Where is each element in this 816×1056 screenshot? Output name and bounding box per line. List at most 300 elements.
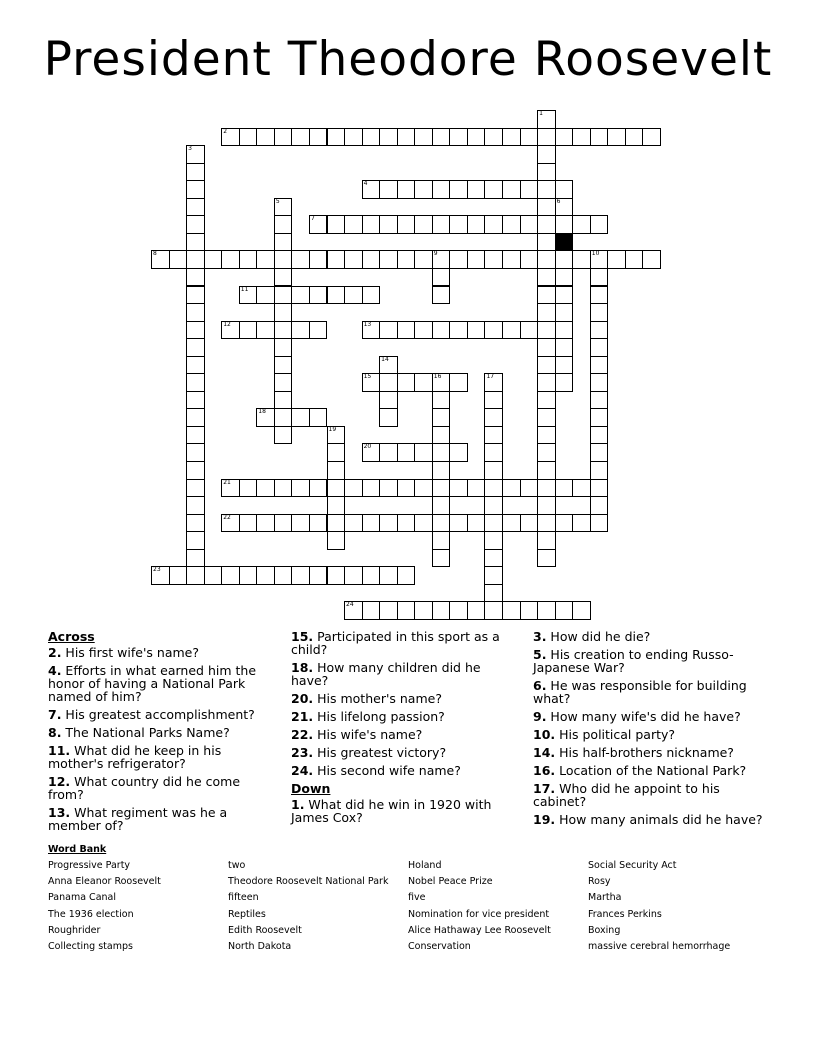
- grid-cell[interactable]: [590, 356, 609, 375]
- grid-cell[interactable]: [537, 198, 556, 217]
- grid-cell[interactable]: [274, 356, 293, 375]
- grid-cell[interactable]: [484, 391, 503, 410]
- grid-cell[interactable]: [344, 215, 363, 234]
- grid-cell[interactable]: [274, 250, 293, 269]
- grid-cell[interactable]: [572, 514, 591, 533]
- grid-cell[interactable]: [590, 250, 609, 269]
- grid-cell[interactable]: [379, 321, 398, 340]
- grid-cell[interactable]: [309, 321, 328, 340]
- grid-cell[interactable]: [239, 250, 258, 269]
- grid-cell[interactable]: [467, 180, 486, 199]
- grid-cell[interactable]: [186, 198, 205, 217]
- grid-cell[interactable]: [572, 128, 591, 147]
- grid-cell[interactable]: [537, 303, 556, 322]
- grid-cell[interactable]: [274, 391, 293, 410]
- grid-cell[interactable]: [327, 286, 346, 305]
- grid-cell[interactable]: [590, 268, 609, 287]
- grid-cell[interactable]: [432, 531, 451, 550]
- grid-cell[interactable]: [186, 268, 205, 287]
- grid-cell[interactable]: [256, 250, 275, 269]
- grid-cell[interactable]: [274, 373, 293, 392]
- grid-cell[interactable]: [484, 601, 503, 620]
- grid-cell[interactable]: [186, 233, 205, 252]
- grid-cell[interactable]: [555, 215, 574, 234]
- grid-cell[interactable]: [484, 321, 503, 340]
- grid-cell[interactable]: [537, 110, 556, 129]
- grid-cell[interactable]: [555, 479, 574, 498]
- grid-cell[interactable]: [449, 601, 468, 620]
- grid-cell[interactable]: [362, 443, 381, 462]
- grid-cell[interactable]: [186, 215, 205, 234]
- grid-cell[interactable]: [414, 215, 433, 234]
- grid-cell[interactable]: [186, 531, 205, 550]
- grid-cell[interactable]: [432, 408, 451, 427]
- grid-cell[interactable]: [379, 479, 398, 498]
- grid-cell[interactable]: [537, 496, 556, 515]
- grid-cell[interactable]: [327, 461, 346, 480]
- grid-cell[interactable]: [432, 286, 451, 305]
- grid-cell[interactable]: [432, 426, 451, 445]
- grid-cell[interactable]: [239, 479, 258, 498]
- grid-cell[interactable]: [555, 338, 574, 357]
- grid-cell[interactable]: [239, 321, 258, 340]
- grid-cell[interactable]: [327, 250, 346, 269]
- grid-cell[interactable]: [362, 514, 381, 533]
- grid-cell[interactable]: [520, 514, 539, 533]
- grid-cell[interactable]: [274, 215, 293, 234]
- grid-cell[interactable]: [537, 426, 556, 445]
- grid-cell[interactable]: [379, 250, 398, 269]
- grid-cell[interactable]: [590, 514, 609, 533]
- grid-cell[interactable]: [379, 391, 398, 410]
- grid-cell[interactable]: [625, 250, 644, 269]
- grid-cell[interactable]: [590, 408, 609, 427]
- grid-cell[interactable]: [414, 443, 433, 462]
- grid-cell[interactable]: [221, 250, 240, 269]
- grid-cell[interactable]: [151, 250, 170, 269]
- grid-cell[interactable]: [449, 514, 468, 533]
- grid-cell[interactable]: [186, 145, 205, 164]
- grid-cell[interactable]: [502, 128, 521, 147]
- grid-cell[interactable]: [256, 128, 275, 147]
- grid-cell[interactable]: [327, 479, 346, 498]
- grid-cell[interactable]: [590, 338, 609, 357]
- grid-cell[interactable]: [520, 180, 539, 199]
- grid-cell[interactable]: [221, 479, 240, 498]
- grid-cell[interactable]: [362, 180, 381, 199]
- grid-cell[interactable]: [344, 601, 363, 620]
- grid-cell[interactable]: [555, 180, 574, 199]
- grid-cell[interactable]: [432, 479, 451, 498]
- grid-cell[interactable]: [537, 250, 556, 269]
- grid-cell[interactable]: [186, 338, 205, 357]
- grid-cell[interactable]: [520, 601, 539, 620]
- grid-cell[interactable]: [484, 479, 503, 498]
- grid-cell[interactable]: [555, 268, 574, 287]
- grid-cell[interactable]: [467, 601, 486, 620]
- grid-cell[interactable]: [379, 356, 398, 375]
- grid-cell[interactable]: [291, 128, 310, 147]
- grid-cell[interactable]: [414, 601, 433, 620]
- grid-cell[interactable]: [309, 514, 328, 533]
- grid-cell[interactable]: [520, 128, 539, 147]
- grid-cell[interactable]: [590, 426, 609, 445]
- grid-cell[interactable]: [291, 408, 310, 427]
- grid-cell[interactable]: [467, 250, 486, 269]
- grid-cell[interactable]: [449, 443, 468, 462]
- grid-cell[interactable]: [327, 443, 346, 462]
- grid-cell[interactable]: [309, 286, 328, 305]
- grid-cell[interactable]: [274, 268, 293, 287]
- grid-cell[interactable]: [590, 479, 609, 498]
- grid-cell[interactable]: [204, 250, 223, 269]
- grid-cell[interactable]: [520, 479, 539, 498]
- grid-cell[interactable]: [186, 426, 205, 445]
- grid-cell[interactable]: [274, 479, 293, 498]
- grid-cell[interactable]: [467, 215, 486, 234]
- grid-cell[interactable]: [397, 128, 416, 147]
- grid-cell[interactable]: [590, 391, 609, 410]
- grid-cell[interactable]: [309, 250, 328, 269]
- grid-cell[interactable]: [186, 479, 205, 498]
- grid-cell[interactable]: [397, 180, 416, 199]
- grid-cell[interactable]: [344, 479, 363, 498]
- grid-cell[interactable]: [309, 128, 328, 147]
- grid-cell[interactable]: [274, 408, 293, 427]
- grid-cell[interactable]: [484, 426, 503, 445]
- grid-cell[interactable]: [484, 531, 503, 550]
- grid-cell[interactable]: [537, 180, 556, 199]
- grid-cell[interactable]: [362, 601, 381, 620]
- grid-cell[interactable]: [467, 514, 486, 533]
- grid-cell[interactable]: [274, 286, 293, 305]
- grid-cell[interactable]: [449, 250, 468, 269]
- grid-cell[interactable]: [327, 531, 346, 550]
- grid-cell[interactable]: [432, 461, 451, 480]
- grid-cell[interactable]: [432, 128, 451, 147]
- grid-cell[interactable]: [186, 163, 205, 182]
- grid-cell[interactable]: [274, 566, 293, 585]
- grid-cell[interactable]: [484, 180, 503, 199]
- grid-cell[interactable]: [186, 303, 205, 322]
- grid-cell[interactable]: [397, 566, 416, 585]
- grid-cell[interactable]: [467, 479, 486, 498]
- grid-cell[interactable]: [484, 549, 503, 568]
- grid-cell[interactable]: [432, 373, 451, 392]
- grid-cell[interactable]: [256, 321, 275, 340]
- grid-cell[interactable]: [572, 601, 591, 620]
- grid-cell[interactable]: [449, 321, 468, 340]
- grid-cell[interactable]: [467, 128, 486, 147]
- grid-cell[interactable]: [537, 321, 556, 340]
- grid-cell[interactable]: [537, 215, 556, 234]
- grid-cell[interactable]: [291, 566, 310, 585]
- grid-cell[interactable]: [221, 128, 240, 147]
- grid-cell[interactable]: [291, 514, 310, 533]
- grid-cell[interactable]: [256, 566, 275, 585]
- grid-cell[interactable]: [432, 496, 451, 515]
- grid-cell[interactable]: [607, 128, 626, 147]
- grid-cell[interactable]: [204, 566, 223, 585]
- grid-cell[interactable]: [449, 128, 468, 147]
- grid-cell[interactable]: [221, 321, 240, 340]
- grid-cell[interactable]: [502, 250, 521, 269]
- grid-cell[interactable]: [186, 321, 205, 340]
- grid-cell[interactable]: [520, 215, 539, 234]
- grid-cell[interactable]: [169, 250, 188, 269]
- grid-cell[interactable]: [537, 549, 556, 568]
- grid-cell[interactable]: [186, 549, 205, 568]
- grid-cell[interactable]: [274, 233, 293, 252]
- grid-cell[interactable]: [221, 566, 240, 585]
- grid-cell[interactable]: [379, 443, 398, 462]
- grid-cell[interactable]: [537, 338, 556, 357]
- grid-cell[interactable]: [432, 268, 451, 287]
- grid-cell[interactable]: [484, 408, 503, 427]
- grid-cell[interactable]: [590, 286, 609, 305]
- grid-cell[interactable]: [537, 601, 556, 620]
- grid-cell[interactable]: [362, 321, 381, 340]
- grid-cell[interactable]: [274, 338, 293, 357]
- grid-cell[interactable]: [309, 566, 328, 585]
- grid-cell[interactable]: [537, 479, 556, 498]
- grid-cell[interactable]: [590, 321, 609, 340]
- grid-cell[interactable]: [397, 215, 416, 234]
- grid-cell[interactable]: [291, 250, 310, 269]
- grid-cell[interactable]: [449, 479, 468, 498]
- grid-cell[interactable]: [432, 321, 451, 340]
- grid-cell[interactable]: [590, 373, 609, 392]
- grid-cell[interactable]: [256, 408, 275, 427]
- grid-cell[interactable]: [484, 128, 503, 147]
- grid-cell[interactable]: [397, 443, 416, 462]
- grid-cell[interactable]: [151, 566, 170, 585]
- grid-cell[interactable]: [642, 250, 661, 269]
- grid-cell[interactable]: [555, 250, 574, 269]
- grid-cell[interactable]: [344, 514, 363, 533]
- grid-cell[interactable]: [186, 566, 205, 585]
- grid-cell[interactable]: [572, 215, 591, 234]
- grid-cell[interactable]: [414, 321, 433, 340]
- grid-cell[interactable]: [274, 303, 293, 322]
- grid-cell[interactable]: [449, 180, 468, 199]
- grid-cell[interactable]: [484, 250, 503, 269]
- grid-cell[interactable]: [344, 566, 363, 585]
- grid-cell[interactable]: [484, 373, 503, 392]
- grid-cell[interactable]: [397, 321, 416, 340]
- grid-cell[interactable]: [537, 268, 556, 287]
- grid-cell[interactable]: [432, 391, 451, 410]
- grid-cell[interactable]: [239, 566, 258, 585]
- grid-cell[interactable]: [256, 514, 275, 533]
- grid-cell[interactable]: [502, 180, 521, 199]
- grid-cell[interactable]: [291, 321, 310, 340]
- grid-cell[interactable]: [537, 128, 556, 147]
- cell-number: 2: [223, 127, 228, 135]
- grid-cell[interactable]: [362, 250, 381, 269]
- grid-cell[interactable]: [484, 215, 503, 234]
- grid-cell[interactable]: [537, 163, 556, 182]
- grid-cell[interactable]: [327, 566, 346, 585]
- grid-cell[interactable]: [291, 479, 310, 498]
- grid-cell[interactable]: [590, 303, 609, 322]
- grid-cell[interactable]: [379, 373, 398, 392]
- grid-cell[interactable]: [344, 128, 363, 147]
- grid-cell[interactable]: [502, 601, 521, 620]
- grid-cell[interactable]: [625, 128, 644, 147]
- grid-cell[interactable]: [379, 215, 398, 234]
- grid-cell[interactable]: [432, 443, 451, 462]
- grid-cell[interactable]: [414, 180, 433, 199]
- grid-cell[interactable]: [327, 496, 346, 515]
- grid-cell[interactable]: [327, 426, 346, 445]
- grid-cell[interactable]: [555, 601, 574, 620]
- grid-cell[interactable]: [397, 250, 416, 269]
- grid-cell[interactable]: [379, 408, 398, 427]
- grid-cell[interactable]: [484, 566, 503, 585]
- grid-cell[interactable]: [169, 566, 188, 585]
- grid-cell[interactable]: [186, 250, 205, 269]
- grid-cell[interactable]: [309, 215, 328, 234]
- grid-cell[interactable]: [555, 303, 574, 322]
- grid-cell[interactable]: [309, 408, 328, 427]
- grid-cell[interactable]: [555, 321, 574, 340]
- grid-cell[interactable]: [484, 461, 503, 480]
- grid-cell[interactable]: [186, 514, 205, 533]
- grid-cell[interactable]: [590, 128, 609, 147]
- grid-cell[interactable]: [397, 601, 416, 620]
- grid-cell[interactable]: [502, 215, 521, 234]
- grid-cell[interactable]: [362, 215, 381, 234]
- grid-cell[interactable]: [432, 250, 451, 269]
- grid-cell[interactable]: [362, 128, 381, 147]
- clue-text: His second wife name?: [313, 763, 461, 778]
- grid-cell[interactable]: [537, 145, 556, 164]
- grid-cell[interactable]: [256, 479, 275, 498]
- grid-cell[interactable]: [186, 408, 205, 427]
- grid-cell[interactable]: [309, 479, 328, 498]
- grid-cell[interactable]: [397, 514, 416, 533]
- grid-cell[interactable]: [414, 373, 433, 392]
- grid-cell[interactable]: [344, 250, 363, 269]
- grid-cell[interactable]: [607, 250, 626, 269]
- grid-cell[interactable]: [274, 426, 293, 445]
- grid-cell[interactable]: [484, 584, 503, 603]
- grid-cell[interactable]: [379, 514, 398, 533]
- grid-cell[interactable]: [186, 443, 205, 462]
- grid-cell[interactable]: [467, 321, 486, 340]
- grid-cell[interactable]: [537, 391, 556, 410]
- grid-cell[interactable]: [537, 233, 556, 252]
- grid-cell[interactable]: [186, 286, 205, 305]
- grid-cell[interactable]: [344, 286, 363, 305]
- grid-cell[interactable]: [590, 461, 609, 480]
- grid-cell[interactable]: [537, 373, 556, 392]
- grid-cell[interactable]: [239, 128, 258, 147]
- grid-cell[interactable]: [327, 215, 346, 234]
- grid-cell[interactable]: [362, 286, 381, 305]
- grid-cell[interactable]: [537, 286, 556, 305]
- grid-cell[interactable]: [572, 250, 591, 269]
- grid-cell[interactable]: [590, 496, 609, 515]
- grid-cell[interactable]: [502, 479, 521, 498]
- grid-cell[interactable]: [555, 286, 574, 305]
- grid-cell[interactable]: [537, 356, 556, 375]
- grid-cell[interactable]: [484, 443, 503, 462]
- grid-cell[interactable]: [642, 128, 661, 147]
- grid-cell[interactable]: [327, 128, 346, 147]
- grid-cell[interactable]: [484, 514, 503, 533]
- grid-cell[interactable]: [432, 601, 451, 620]
- grid-cell[interactable]: [186, 496, 205, 515]
- grid-cell[interactable]: [484, 496, 503, 515]
- grid-cell[interactable]: [537, 514, 556, 533]
- grid-cell[interactable]: [379, 601, 398, 620]
- grid-cell[interactable]: [432, 549, 451, 568]
- grid-cell[interactable]: [397, 479, 416, 498]
- grid-cell[interactable]: [256, 286, 275, 305]
- grid-cell[interactable]: [186, 461, 205, 480]
- grid-cell[interactable]: [291, 286, 310, 305]
- grid-cell[interactable]: [397, 373, 416, 392]
- grid-cell[interactable]: [379, 128, 398, 147]
- grid-cell[interactable]: [186, 180, 205, 199]
- grid-cell[interactable]: [379, 180, 398, 199]
- grid-cell[interactable]: [537, 408, 556, 427]
- grid-cell[interactable]: [502, 321, 521, 340]
- grid-cell[interactable]: [555, 373, 574, 392]
- grid-cell[interactable]: [327, 514, 346, 533]
- grid-cell[interactable]: [590, 443, 609, 462]
- grid-cell[interactable]: [432, 180, 451, 199]
- grid-cell[interactable]: [555, 356, 574, 375]
- grid-cell[interactable]: [555, 514, 574, 533]
- grid-cell[interactable]: [239, 514, 258, 533]
- grid-cell[interactable]: [239, 286, 258, 305]
- grid-cell[interactable]: [590, 215, 609, 234]
- grid-cell[interactable]: [414, 128, 433, 147]
- grid-cell[interactable]: [274, 128, 293, 147]
- grid-cell[interactable]: [221, 514, 240, 533]
- grid-cell[interactable]: [362, 566, 381, 585]
- grid-cell[interactable]: [537, 443, 556, 462]
- grid-cell[interactable]: [449, 215, 468, 234]
- grid-cell[interactable]: [414, 250, 433, 269]
- grid-cell[interactable]: [572, 479, 591, 498]
- grid-cell[interactable]: [186, 373, 205, 392]
- grid-cell[interactable]: [555, 128, 574, 147]
- grid-cell[interactable]: [449, 373, 468, 392]
- grid-cell[interactable]: [537, 461, 556, 480]
- grid-cell[interactable]: [362, 479, 381, 498]
- grid-cell[interactable]: [274, 321, 293, 340]
- grid-cell[interactable]: [520, 250, 539, 269]
- grid-cell[interactable]: [502, 514, 521, 533]
- grid-cell[interactable]: [432, 215, 451, 234]
- grid-cell[interactable]: [537, 531, 556, 550]
- grid-cell[interactable]: [520, 321, 539, 340]
- grid-cell[interactable]: [432, 514, 451, 533]
- grid-cell[interactable]: [274, 514, 293, 533]
- grid-cell[interactable]: [186, 391, 205, 410]
- grid-cell[interactable]: [274, 198, 293, 217]
- grid-cell[interactable]: [186, 356, 205, 375]
- grid-cell[interactable]: [362, 373, 381, 392]
- grid-cell[interactable]: [414, 514, 433, 533]
- grid-cell[interactable]: [555, 198, 574, 217]
- grid-cell[interactable]: [414, 479, 433, 498]
- grid-cell[interactable]: [379, 566, 398, 585]
